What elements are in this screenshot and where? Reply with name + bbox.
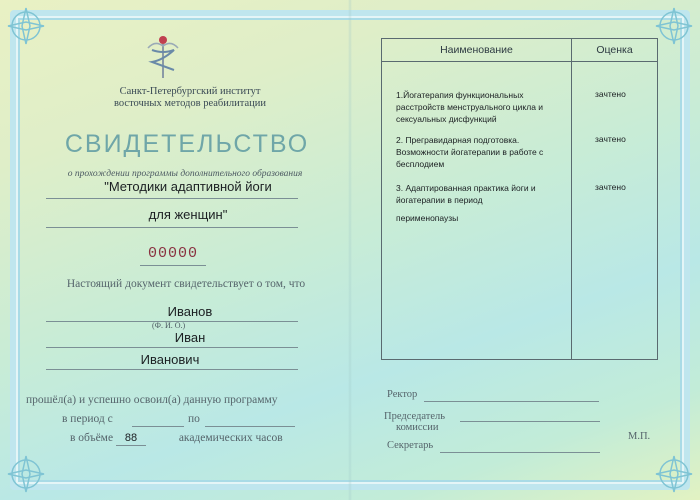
program-name-line2: для женщин" [148,207,228,222]
table-row-name-extra: перименопаузы [396,213,459,223]
table-row-grade: зачтено [595,134,626,144]
table-row-grade: зачтено [595,89,626,99]
rector-signature-line [424,401,599,402]
corner-ornament-icon [652,452,696,496]
institute-name-line1: Санкт-Петербургский институт [119,86,261,97]
chairman-label-line1: Председатель [384,411,446,422]
page-fold [348,0,352,500]
table-header-name: Наименование [382,39,572,62]
corner-ornament-icon [652,4,696,48]
fio-hint: (Ф. И. О.) [152,321,186,330]
statement-text: Настоящий документ свидетельствует о том, что [66,278,306,290]
table-row-name: 2. Прегравидарная подготовка. Возможности йогатерапии в работе с бесплодием [396,135,544,169]
table-header-grade: Оценка [572,39,657,62]
table-row-name [396,182,566,224]
period-from-field [132,426,184,427]
chairman-label [384,411,445,433]
column-divider [571,61,572,359]
institute-name-line2: восточных методов реабилитации [114,98,266,109]
program-name-line1: "Методики адаптивной йоги [104,179,272,194]
table-row-name-text: 3. Адаптированная практика йоги и йогатерапии в период [396,183,536,205]
corner-ornament-icon [4,4,48,48]
subjects-table [381,38,658,360]
table-row-name: 1.Йогатерапия функциональных расстройств менструального цикла и сексуальных дисфункций [396,90,544,124]
volume-suffix: академических часов [178,432,283,444]
caduceus-logo-icon [146,34,180,80]
last-name: Иванов [167,304,213,319]
institute-name [60,86,320,110]
certificate-number: 00000 [148,245,199,262]
underline [116,445,146,446]
stamp-place-label: М.П. [628,431,651,442]
chairman-signature-line [460,421,600,422]
secretary-label: Секретарь [387,440,434,451]
corner-ornament-icon [4,452,48,496]
table-row-grade: зачтено [595,182,626,192]
underline [46,198,298,199]
rector-label: Ректор [387,389,418,400]
volume-line [70,432,283,444]
patronymic: Иванович [140,352,200,367]
hours-value: 88 [124,432,138,444]
underline [140,265,206,266]
secretary-signature-line [440,452,600,453]
first-name: Иван [174,330,206,345]
certificate-subtitle: о прохождении программы дополнительного образования [67,169,303,179]
period-to-label: по [188,413,200,425]
underline [46,347,298,348]
period-prefix: в период с [62,413,113,425]
underline [46,369,298,370]
certificate-title: СВИДЕТЕЛЬСТВО [64,130,310,158]
chairman-label-line2: комиссии [396,422,439,433]
underline [46,227,298,228]
passed-text: прошёл(а) и успешно освоил(а) данную программу [26,394,278,406]
volume-prefix: в объёме [70,432,114,444]
period-to-field [205,426,295,427]
